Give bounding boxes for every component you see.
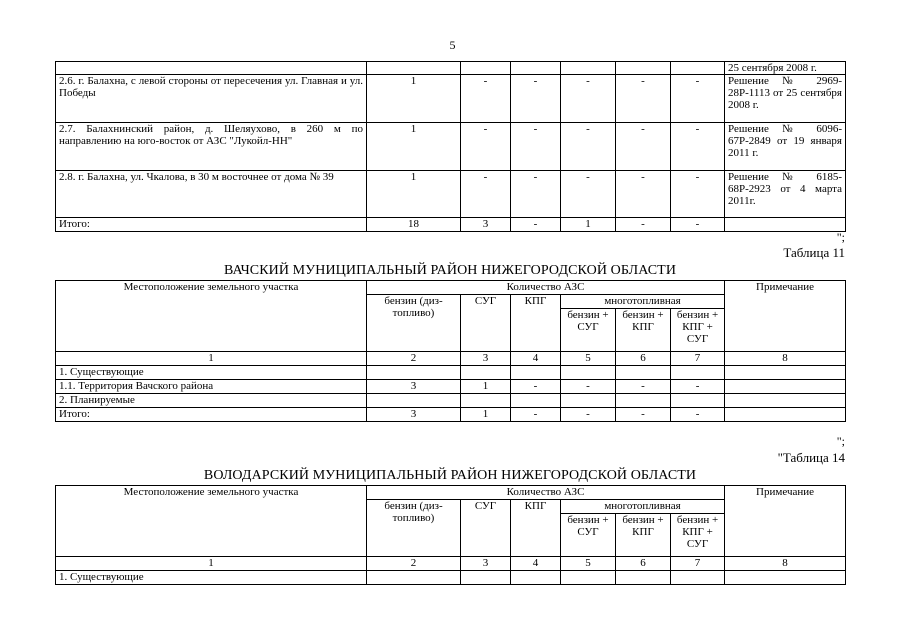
table-row	[56, 380, 846, 394]
value-cell: -	[671, 380, 725, 394]
column-number: 6	[616, 352, 671, 366]
value-cell: -	[616, 171, 671, 218]
column-number: 2	[367, 352, 461, 366]
value-cell: 3	[367, 408, 461, 422]
column-numbers-row	[56, 352, 846, 366]
value-cell: 1	[367, 75, 461, 123]
note-cell: Решение № 2969-28Р-1113 от 25 сентября 2008 г.	[725, 75, 846, 123]
section-planned: 2. Планируемые	[56, 394, 367, 408]
header-row	[56, 486, 846, 500]
header-note: Примечание	[725, 486, 846, 557]
location-cell: 2.8. г. Балахна, ул. Чкалова, в 30 м восточнее от дома № 39	[56, 171, 367, 218]
location-cell: 2.7. Балахнинский район, д. Шеляухово, в 260 м по направлению на юго-восток от АЗС "Лукойл-НН"	[56, 123, 367, 171]
column-number: 5	[561, 352, 616, 366]
note-cell: Решение № 6185-68Р-2923 от 4 марта 2011г.	[725, 171, 846, 218]
column-number: 5	[561, 557, 616, 571]
column-number: 3	[461, 557, 511, 571]
header-multi: многотопливная	[561, 295, 725, 309]
table-label: Таблица 11	[783, 245, 845, 260]
value-cell: -	[511, 218, 561, 232]
value-cell: 3	[367, 380, 461, 394]
value-cell: -	[511, 75, 561, 123]
location-cell: Итого:	[56, 408, 367, 422]
value-cell: -	[561, 123, 616, 171]
header-multi: многотопливная	[561, 500, 725, 514]
section-existing: 1. Существующие	[56, 571, 367, 585]
value-cell: -	[671, 75, 725, 123]
column-number: 2	[367, 557, 461, 571]
value-cell: -	[616, 75, 671, 123]
header-petrol-kpg: бензин + КПГ	[616, 309, 671, 352]
value-cell: -	[561, 75, 616, 123]
header-note: Примечание	[725, 281, 846, 352]
column-number: 3	[461, 352, 511, 366]
note-cell	[725, 408, 846, 422]
header-count: Количество АЗС	[367, 486, 725, 500]
quote-close: ";	[836, 434, 845, 448]
header-sug: СУГ	[461, 500, 511, 557]
value-cell: -	[671, 123, 725, 171]
value-cell: -	[616, 380, 671, 394]
value-cell: -	[616, 408, 671, 422]
table-label: "Таблица 14	[777, 450, 845, 465]
header-sug: СУГ	[461, 295, 511, 352]
table-14	[55, 485, 846, 585]
header-count: Количество АЗС	[367, 281, 725, 295]
note-cell	[725, 380, 846, 394]
location-cell: 2.6. г. Балахна, с левой стороны от пересечения ул. Главная и ул. Победы	[56, 75, 367, 123]
table-row	[56, 123, 846, 171]
value-cell: -	[616, 123, 671, 171]
header-petrol-kpg: бензин + КПГ	[616, 514, 671, 557]
table-11	[55, 280, 846, 422]
header-location: Местоположение земельного участка	[56, 486, 367, 557]
column-number: 4	[511, 352, 561, 366]
column-number: 1	[56, 352, 367, 366]
value-cell: -	[616, 218, 671, 232]
section-row	[56, 394, 846, 408]
header-kpg: КПГ	[511, 295, 561, 352]
value-cell: -	[511, 380, 561, 394]
value-cell: -	[561, 380, 616, 394]
location-cell: Итого:	[56, 218, 367, 232]
note-cell: 25 сентября 2008 г.	[725, 62, 846, 75]
total-row	[56, 408, 846, 422]
header-location: Местоположение земельного участка	[56, 281, 367, 352]
value-cell: -	[511, 171, 561, 218]
section-row	[56, 366, 846, 380]
location-cell: 1.1. Территория Вачского района	[56, 380, 367, 394]
page-number: 5	[449, 38, 456, 52]
table-row	[56, 75, 846, 123]
header-petrol-sug: бензин + СУГ	[561, 309, 616, 352]
column-numbers-row	[56, 557, 846, 571]
value-cell: -	[461, 75, 511, 123]
value-cell: -	[561, 408, 616, 422]
header-row	[56, 281, 846, 295]
value-cell: 1	[461, 380, 511, 394]
table-row	[56, 171, 846, 218]
value-cell: -	[511, 408, 561, 422]
value-cell: -	[461, 123, 511, 171]
value-cell: 3	[461, 218, 511, 232]
quote-close: ";	[836, 230, 845, 244]
value-cell: 1	[367, 171, 461, 218]
table-row	[56, 62, 846, 75]
column-number: 7	[671, 352, 725, 366]
value-cell: 1	[561, 218, 616, 232]
value-cell: 18	[367, 218, 461, 232]
column-number: 6	[616, 557, 671, 571]
table-continuation	[55, 61, 846, 232]
column-number: 1	[56, 557, 367, 571]
value-cell: -	[511, 123, 561, 171]
section-existing: 1. Существующие	[56, 366, 367, 380]
value-cell: -	[561, 171, 616, 218]
table-title: ВОЛОДАРСКИЙ МУНИЦИПАЛЬНЫЙ РАЙОН НИЖЕГОРОДСКОЙ ОБЛАСТИ	[203, 468, 697, 483]
column-number: 8	[725, 557, 846, 571]
value-cell: -	[671, 171, 725, 218]
header-petrol-sug: бензин + СУГ	[561, 514, 616, 557]
header-petrol-kpg-sug: бензин + КПГ + СУГ	[671, 514, 725, 557]
column-number: 4	[511, 557, 561, 571]
column-number: 7	[671, 557, 725, 571]
value-cell: -	[671, 408, 725, 422]
header-kpg: КПГ	[511, 500, 561, 557]
value-cell: 1	[367, 123, 461, 171]
section-row	[56, 571, 846, 585]
note-cell: Решение № 6096-67Р-2849 от 19 января 2011 г.	[725, 123, 846, 171]
value-cell: 1	[461, 408, 511, 422]
header-petrol: бензин (диз-топливо)	[367, 295, 461, 352]
table-title: ВАЧСКИЙ МУНИЦИПАЛЬНЫЙ РАЙОН НИЖЕГОРОДСКОЙ ОБЛАСТИ	[223, 263, 677, 278]
header-petrol-kpg-sug: бензин + КПГ + СУГ	[671, 309, 725, 352]
column-number: 8	[725, 352, 846, 366]
value-cell: -	[461, 171, 511, 218]
value-cell: -	[671, 218, 725, 232]
header-petrol: бензин (диз-топливо)	[367, 500, 461, 557]
